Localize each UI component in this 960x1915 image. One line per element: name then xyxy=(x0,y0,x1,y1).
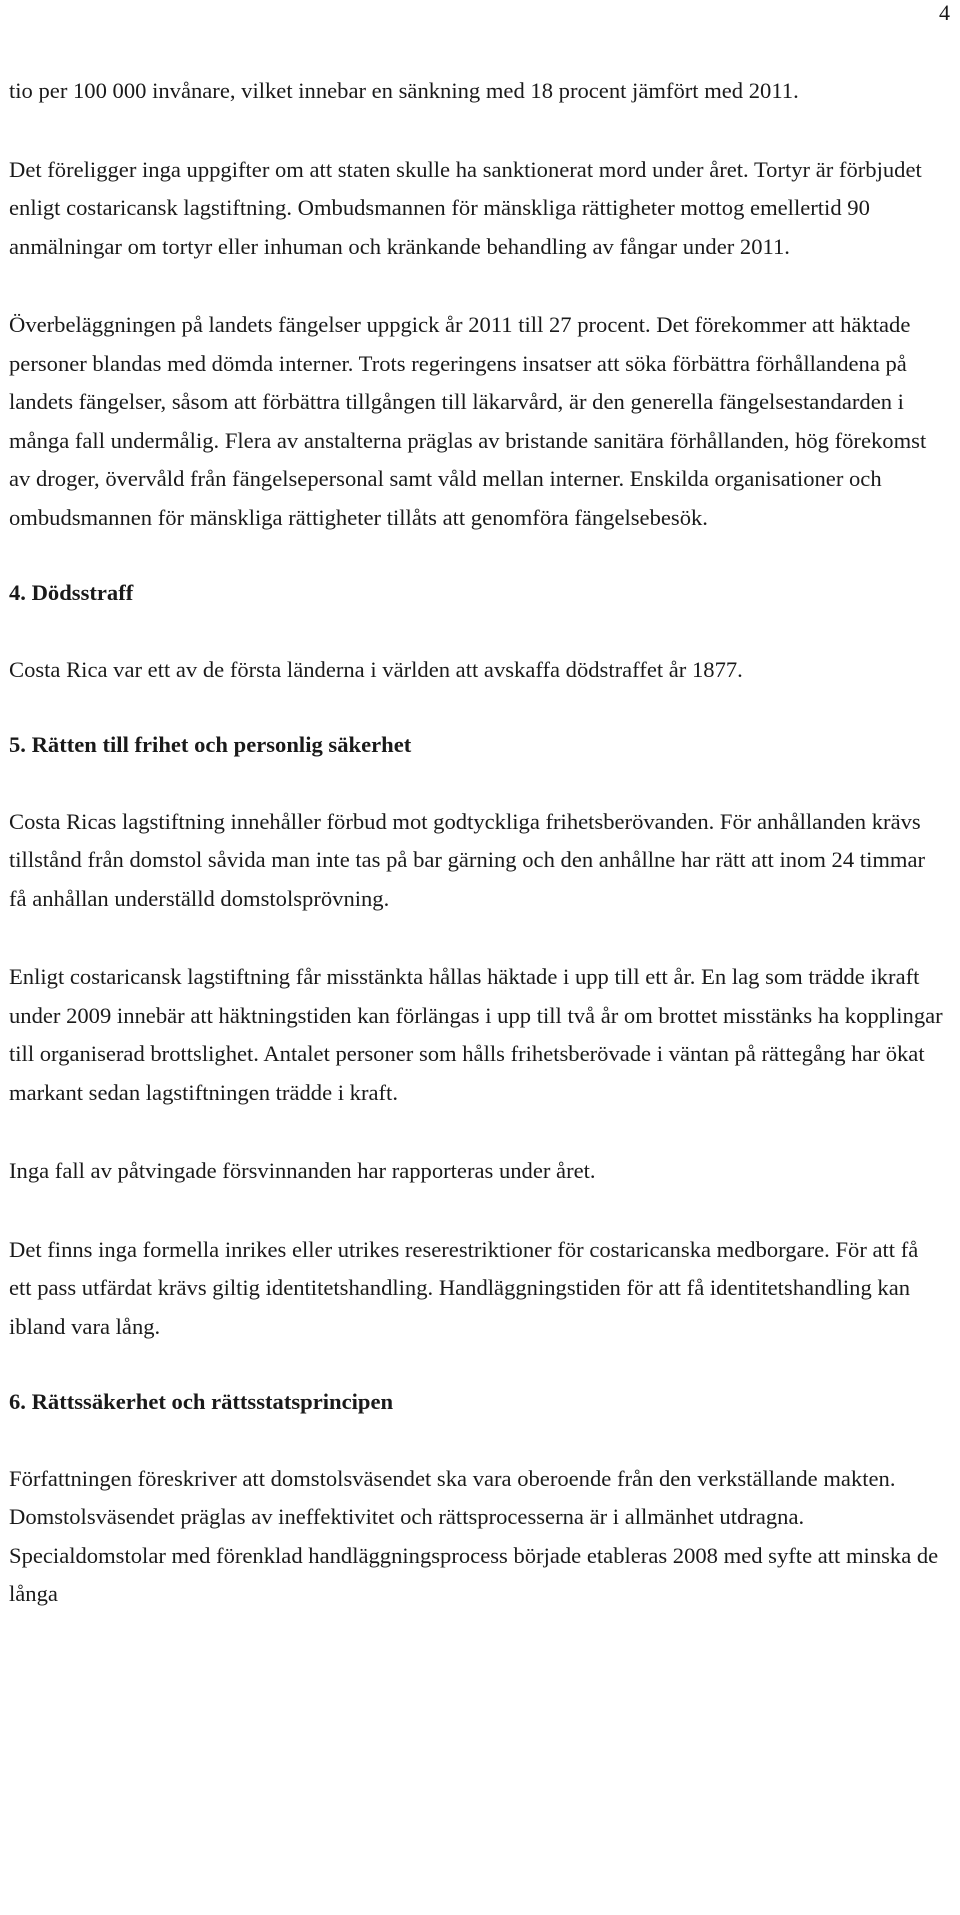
paragraph-disappearances: Inga fall av påtvingade försvinnanden har rapporteras under året. xyxy=(9,1158,596,1183)
paragraph-torture: Det föreligger inga uppgifter om att staten skulle ha sanktionerat mord under året. Tortyr är förbjudet enligt costaricansk lagstiftning. Ombudsmannen för mänskliga rättigheter mottog emellertid 90 anmälningar om tortyr eller inhuman och kränkande behandling av fångar under 2011. xyxy=(9,156,922,259)
heading-rule-of-law: 6. Rättssäkerhet och rättsstatsprincipen xyxy=(9,1389,394,1414)
paragraph-travel: Det finns inga formella inrikes eller utrikes reserestriktioner för costaricanska medborgare. För att få ett pass utfärdat krävs giltig identitetshandling. Handläggningstiden för att få identitetshandling kan ibland vara lång. xyxy=(9,1236,919,1339)
paragraph-death-penalty: Costa Rica var ett av de första länderna i världen att avskaffa dödstraffet år 1877. xyxy=(9,656,743,682)
paragraph-prisons: Överbeläggningen på landets fängelser uppgick år 2011 till 27 procent. Det förekommer att häktade personer blandas med dömda interner. Trots regeringens insatser att söka förbättra förhållandena på landets fängelser, såsom att förbättra tillgången till läkarvård, är den generella fängelsestandarden i många fall undermålig. Flera av anstalterna präglas av bristande sanitära förhållanden, hög förekomst av droger, övervåld från fängelsepersonal samt våld mellan interner. Enskilda organisationer och ombudsmannen för mänskliga rättigheter tillåts att genomföra fängelsebesök. xyxy=(9,312,927,530)
heading-liberty-security: 5. Rätten till frihet och personlig säkerhet xyxy=(9,732,412,757)
document-body xyxy=(9,72,944,1614)
paragraph-homicide-rate: tio per 100 000 invånare, vilket innebar en sänkning med 18 procent jämfört med 2011. xyxy=(9,78,799,103)
paragraph-judiciary: Författningen föreskriver att domstolsväsendet ska vara oberoende från den verkställande makten. Domstolsväsendet präglas av ineffektivitet och rättsprocesserna är i allmänhet utdragna. Specialdomstolar med förenklad handläggningsprocess började etableras 2008 med syfte att minska de långa xyxy=(9,1465,939,1606)
paragraph-arbitrary-detention: Costa Ricas lagstiftning innehåller förbud mot godtyckliga frihetsberövanden. För anhållanden krävs tillstånd från domstol såvida man inte tas på bar gärning och den anhållne har rätt att inom 24 timmar få anhållan underställd domstolsprövning. xyxy=(9,808,926,911)
paragraph-pretrial-detention: Enligt costaricansk lagstiftning får misstänkta hållas häktade i upp till ett år. En lag som trädde ikraft under 2009 innebär att häktningstiden kan förlängas i upp till två år om brottet misstänks ha kopplingar till organiserad brottslighet. Antalet personer som hålls frihetsberövade i väntan på rättegång har ökat markant sedan lagstiftningen trädde i kraft. xyxy=(9,964,943,1105)
heading-death-penalty: 4. Dödsstraff xyxy=(9,580,134,605)
page-number: 4 xyxy=(939,0,950,25)
